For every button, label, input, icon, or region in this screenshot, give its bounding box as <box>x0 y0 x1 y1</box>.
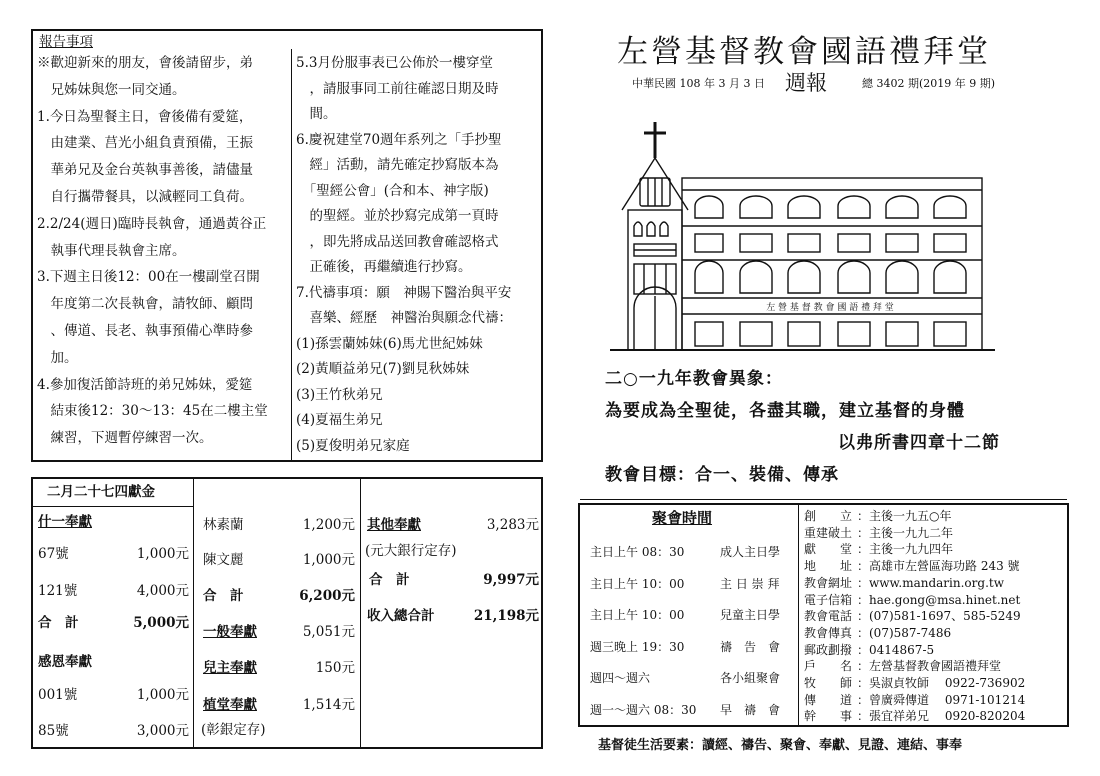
meetings-info-box <box>578 503 1069 727</box>
meeting-time: 週一～週六 08：30 <box>590 702 697 717</box>
footer-christian-essentials: 基督徒生活要素：讀經、禱告、聚會、奉獻、見證、連結、事奉 <box>598 738 963 753</box>
notice-line: 2.2/24(週日)臨時長執會，通過黃谷正 <box>37 215 267 232</box>
meetings-title: 聚會時間 <box>652 509 713 527</box>
notice-line: 兄姊妹與您一同交通。 <box>37 81 186 98</box>
info-value: ：左營基督教會國語禮拜堂 <box>857 659 1002 674</box>
offering-table <box>31 477 543 749</box>
info-label: 電子信箱 <box>804 592 853 607</box>
info-value: ：主後一九五○年 <box>857 509 952 523</box>
church-goals: 教會目標：合一、裝備、傳承 <box>605 465 839 485</box>
building-offering-label: 植堂奉獻 <box>203 697 257 713</box>
tithe-total-label: 合 計 <box>38 615 79 631</box>
info-label: 教會網址 <box>804 575 853 590</box>
church-name: 左營基督教會國語禮拜堂 <box>617 34 991 70</box>
meeting-time: 主日上午 10：00 <box>590 608 685 622</box>
info-value: ：www.mandarin.org.tw <box>857 575 1004 590</box>
grand-total-label: 收入總合計 <box>367 608 435 624</box>
meeting-name: 兒童主日學 <box>720 608 781 622</box>
notice-line: ※歡迎新來的朋友，會後請留步，弟 <box>37 55 253 71</box>
meeting-name: 早 禱 會 <box>720 702 781 717</box>
info-label: 郵政劃撥 <box>804 642 853 657</box>
notice-line: 華弟兄及金台英執事善後，請儘量 <box>37 162 253 179</box>
info-value: ：主後一九九四年 <box>857 542 954 557</box>
info-label: 戶 名 <box>804 659 853 674</box>
notices-divider <box>291 49 292 462</box>
col2-total: 6,200元 <box>299 588 355 604</box>
notice-line: 由建業、莒光小組負責預備，王振 <box>37 135 253 152</box>
children-offering-label: 兒主奉獻 <box>203 660 257 676</box>
thanks-donor: 85號 <box>38 723 69 739</box>
tithe-total: 5,000元 <box>133 615 189 631</box>
notice-line: 、傳道、長老、執事預備心準時參 <box>37 323 253 339</box>
tithe-amount: 1,200元 <box>302 517 355 533</box>
thanks-amount: 3,000元 <box>136 723 189 739</box>
notice-line: 年度第二次長執會，請牧師、顧問 <box>37 296 253 313</box>
notice-line: (2)黃順益弟兄(7)劉見秋姊妹 <box>296 361 470 377</box>
tithe-title: 什一奉獻 <box>38 514 92 530</box>
info-label: 地 址 <box>804 559 853 574</box>
notice-line: (1)孫雲蘭姊妹(6)馬尤世紀姊妹 <box>296 335 483 352</box>
col2-total-label: 合 計 <box>203 588 244 604</box>
notice-line: 練習，下週暫停練習一次。 <box>37 430 213 447</box>
info-value: ：(07)581-1697、585-5249 <box>857 609 1021 624</box>
notice-line: (5)夏俊明弟兄家庭 <box>296 437 410 454</box>
other-offering-note: (元大銀行定存) <box>365 543 457 559</box>
notice-line: 「聖經公會」(合和本、神字版) <box>296 182 489 199</box>
meeting-time: 週四～週六 <box>590 671 651 685</box>
info-label: 教會傳真 <box>804 625 853 640</box>
bulletin-label: 週報 <box>785 71 827 95</box>
info-label: 教會電話 <box>804 609 853 624</box>
thanks-donor: 001號 <box>38 687 78 703</box>
info-value: ：曾廣舜傳道 0971-101214 <box>857 692 1026 707</box>
info-label: 重建破土 <box>804 525 853 540</box>
notice-line: 加。 <box>37 349 78 366</box>
info-label: 牧 師 <box>804 676 853 690</box>
notice-line: 結束後12：30～13：45在二樓主堂 <box>37 403 268 420</box>
info-label: 傳 道 <box>804 692 853 707</box>
info-value: ：0414867-5 <box>857 642 935 657</box>
info-value: ：高雄市左營區海功路 243 號 <box>857 559 1020 574</box>
notice-line: 的聖經。並於抄寫完成第一頁時 <box>296 208 499 224</box>
notice-line: 5.3月份服事表已公佈於一樓穿堂 <box>296 55 493 71</box>
building-offering-note: (彰銀定存) <box>201 722 266 738</box>
tithe-amount: 4,000元 <box>136 583 189 599</box>
church-building-illustration <box>610 118 995 356</box>
info-label: 幹 事 <box>804 709 853 724</box>
notice-line: 經」活動，請先確定抄寫版本為 <box>296 157 499 173</box>
col3-total: 9,997元 <box>483 572 539 588</box>
notice-line: 4.參加復活節詩班的弟兄姊妹，愛筵 <box>37 376 253 393</box>
info-value: ：hae.gong@msa.hinet.net <box>857 592 1021 607</box>
info-label: 獻 堂 <box>804 542 853 557</box>
children-offering-amount: 150元 <box>315 660 355 676</box>
notice-line: ，即先將成品送回教會確認格式 <box>296 233 499 250</box>
meeting-name: 禱 告 會 <box>720 639 781 654</box>
bulletin-issue: 總 3402 期(2019 年 9 期) <box>862 77 996 90</box>
meeting-time: 主日上午 08：30 <box>590 545 685 559</box>
info-value: ：主後一九九二年 <box>857 525 954 540</box>
bulletin-date: 中華民國 108 年 3 月 3 日 <box>632 77 765 90</box>
notices-heading: 報告事項 <box>39 34 93 50</box>
general-offering-label: 一般奉獻 <box>203 624 257 640</box>
info-value: ：張宜祥弟兄 0920-820204 <box>857 709 1026 724</box>
general-offering-amount: 5,051元 <box>302 624 355 640</box>
thanks-title: 感恩奉獻 <box>38 654 92 670</box>
tithe-amount: 1,000元 <box>302 552 355 568</box>
meeting-name: 各小組聚會 <box>720 671 781 685</box>
notice-line: 喜樂、經歷 神醫治與願念代禱： <box>296 310 512 326</box>
info-label: 創 立 <box>804 509 853 523</box>
notice-line: 3.下週主日後12：00在一樓副堂召開 <box>37 269 260 286</box>
meeting-time: 週三晚上 19：30 <box>590 639 685 654</box>
notice-line: ，請服事同工前往確認日期及時 <box>296 80 499 97</box>
notice-line: (4)夏福生弟兄 <box>296 412 383 428</box>
tithe-donor: 121號 <box>38 583 78 599</box>
tithe-donor: 陳文麗 <box>203 552 244 568</box>
other-offering-label: 其他奉獻 <box>367 517 421 533</box>
info-value: ：吳淑貞牧師 0922-736902 <box>857 676 1026 690</box>
vision-reference: 以弗所書四章十二節 <box>838 433 1000 453</box>
building-offering-amount: 1,514元 <box>302 697 355 713</box>
grand-total: 21,198元 <box>473 608 539 624</box>
notice-line: 7.代禱事項：願 神賜下醫治與平安 <box>296 284 512 301</box>
tithe-amount: 1,000元 <box>136 546 189 562</box>
notice-line: 間。 <box>296 106 337 122</box>
vision-heading: 二○一九年教會異象： <box>605 369 783 389</box>
building-sign-text: 左 營 基 督 教 會 國 語 禮 拜 堂 <box>766 303 894 313</box>
notice-line: (3)王竹秋弟兄 <box>296 386 383 403</box>
other-offering-amount: 3,283元 <box>486 517 539 533</box>
notices-box <box>31 29 543 462</box>
offering-title: 二月二十七四獻金 <box>47 484 155 500</box>
notice-line: 1.今日為聖餐主日，會後備有愛筵， <box>37 108 253 125</box>
meeting-time: 主日上午 10：00 <box>590 576 685 591</box>
meeting-name: 成人主日學 <box>720 545 781 559</box>
thanks-amount: 1,000元 <box>136 687 189 703</box>
tithe-donor: 67號 <box>38 546 69 562</box>
notice-line: 執事代理長執會主席。 <box>37 242 186 259</box>
notice-line: 正確後，再繼續進行抄寫。 <box>296 259 472 275</box>
vision-statement: 為要成為全聖徒，各盡其職，建立基督的身體 <box>605 401 965 421</box>
notice-line: 6.慶祝建堂70週年系列之「手抄聖 <box>296 131 502 148</box>
info-value: ：(07)587-7486 <box>857 625 952 640</box>
meeting-name: 主 日 崇 拜 <box>720 576 780 591</box>
tithe-donor: 林素蘭 <box>203 517 244 533</box>
notice-line: 自行攜帶餐具，以減輕同工負荷。 <box>37 189 253 205</box>
col3-total-label: 合 計 <box>369 572 410 588</box>
